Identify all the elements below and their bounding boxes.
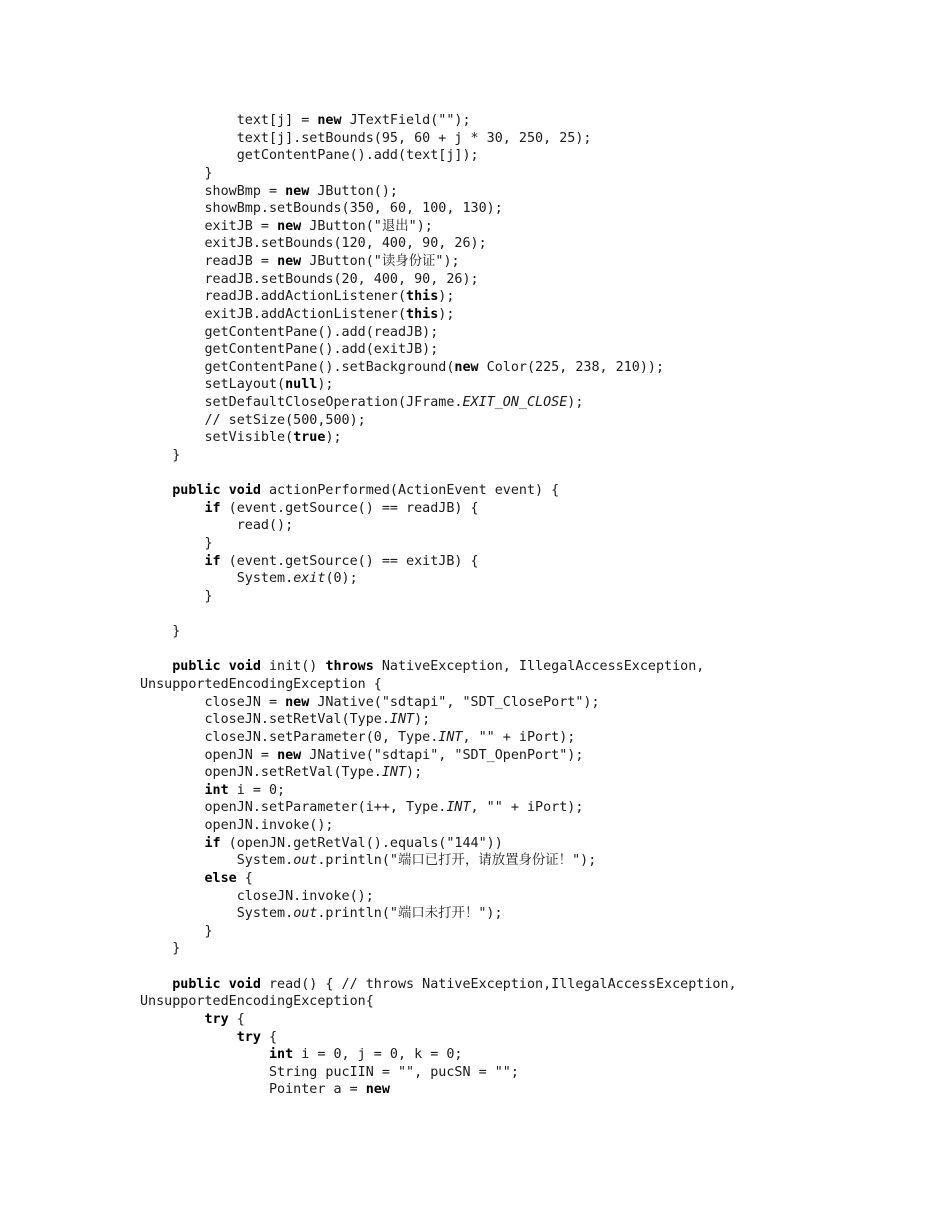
code-text: (openJN.getRetVal().equals("144")) (220, 835, 503, 851)
code-text (140, 1030, 237, 1045)
code-line (140, 905, 737, 923)
code-line (140, 271, 737, 289)
code-text: ); (438, 289, 455, 305)
code-text: String pucIIN = "", pucSN = ""; (140, 1064, 519, 1080)
code-line (140, 799, 737, 817)
code-line (140, 976, 737, 994)
code-text (221, 977, 229, 992)
code-line (140, 218, 737, 236)
code-keyword: try (236, 1029, 261, 1045)
code-line (140, 835, 737, 853)
code-keyword: public (172, 976, 221, 992)
code-text: setLayout( (140, 377, 286, 393)
code-text: text[j] = (140, 113, 318, 128)
code-text: i = 0, j = 0, k = 0; (293, 1047, 463, 1063)
code-line (140, 394, 737, 412)
code-keyword: public (172, 483, 221, 499)
code-line (140, 870, 737, 888)
code-line (140, 359, 737, 377)
code-text: { (228, 1011, 245, 1027)
code-line (140, 606, 737, 624)
code-static-member: out (293, 906, 318, 922)
code-keyword: this (406, 289, 439, 305)
code-line (140, 465, 737, 483)
code-keyword: new (277, 254, 302, 269)
code-keyword: void (228, 483, 261, 499)
code-keyword: this (406, 306, 439, 322)
code-text (140, 1012, 205, 1027)
code-text: setDefaultCloseOperation(JFrame. (140, 395, 463, 410)
code-keyword: new (285, 183, 310, 199)
code-text (221, 483, 229, 498)
code-keyword: new (365, 1082, 390, 1098)
code-text (140, 554, 205, 569)
code-text (140, 977, 172, 992)
code-text: ); (325, 430, 342, 446)
code-text: closeJN = (140, 694, 286, 710)
code-text: ); (414, 712, 431, 728)
code-text: { (260, 1029, 278, 1045)
code-listing (140, 112, 737, 1099)
code-text: , "" + iPort); (462, 729, 576, 745)
code-text: } (140, 624, 181, 640)
code-line (140, 623, 737, 641)
code-text: openJN.setParameter(i++, Type. (140, 800, 447, 816)
code-line (140, 306, 737, 324)
code-text: JButton("读身份证"); (301, 254, 460, 269)
code-text: UnsupportedEncodingException{ (140, 994, 374, 1010)
code-text: text[j].setBounds(95, 60 + j * 30, 250, 25); (140, 130, 592, 146)
code-keyword: try (204, 1011, 229, 1027)
code-line (140, 376, 737, 394)
code-text: readJB.addActionListener( (140, 289, 407, 305)
code-line (140, 958, 737, 976)
code-static-member: INT (446, 800, 471, 816)
code-keyword: throws (325, 659, 374, 675)
code-line (140, 1081, 737, 1099)
code-keyword: new (317, 113, 342, 128)
code-text: } (140, 941, 181, 957)
code-line (140, 535, 737, 553)
code-line (140, 112, 737, 130)
code-text: openJN.invoke(); (140, 818, 334, 833)
code-text: ); (567, 395, 584, 410)
code-keyword: new (277, 747, 302, 763)
code-text: Color(225, 238, 210)); (478, 359, 665, 375)
code-text: ); (438, 306, 455, 322)
code-text (221, 659, 229, 674)
code-text: } (140, 536, 213, 551)
code-line (140, 658, 737, 676)
code-text: read(); (140, 518, 294, 534)
code-line (140, 147, 737, 165)
code-text: closeJN.setParameter(0, Type. (140, 729, 439, 745)
code-text: closeJN.setRetVal(Type. (140, 712, 390, 728)
code-text: } (140, 165, 213, 181)
code-text: .println("端口已打开，请放置身份证！"); (317, 853, 597, 869)
code-text (140, 501, 205, 516)
code-text: Pointer a = (140, 1082, 366, 1098)
code-keyword: new (454, 359, 479, 375)
code-line (140, 165, 737, 183)
code-text: getContentPane().add(readJB); (140, 324, 439, 340)
code-line (140, 676, 737, 694)
code-static-member: INT (389, 712, 415, 728)
code-text: .println("端口未打开！"); (317, 906, 503, 922)
code-keyword: new (277, 218, 302, 234)
code-line (140, 200, 737, 218)
code-text (140, 871, 205, 886)
code-text: init() (260, 659, 326, 675)
code-text (140, 483, 172, 498)
code-text: closeJN.invoke(); (140, 888, 374, 904)
code-text: openJN.setRetVal(Type. (140, 765, 382, 781)
code-text: System. (140, 906, 294, 922)
code-line (140, 641, 737, 659)
code-keyword: else (204, 870, 237, 886)
code-line (140, 888, 737, 906)
code-static-member: EXIT_ON_CLOSE (462, 395, 568, 410)
code-text: ); (406, 765, 423, 781)
code-text: exitJB = (140, 218, 278, 234)
code-keyword: if (204, 553, 221, 569)
code-line (140, 482, 737, 500)
code-text: getContentPane().add(text[j]); (140, 148, 479, 164)
code-text (140, 659, 172, 674)
code-text: getContentPane().add(exitJB); (140, 342, 439, 358)
code-keyword: true (293, 430, 326, 446)
code-line (140, 993, 737, 1011)
code-text: i = 0; (228, 782, 286, 798)
code-keyword: new (285, 694, 310, 710)
code-text: JButton("退出"); (301, 218, 433, 234)
code-line (140, 588, 737, 606)
code-keyword: if (204, 835, 221, 851)
code-text: exitJB.addActionListener( (140, 306, 407, 322)
code-text: showBmp.setBounds(350, 60, 100, 130); (140, 201, 503, 217)
code-text: setVisible( (140, 430, 294, 446)
code-keyword: public (172, 659, 221, 675)
code-text: JNative("sdtapi", "SDT_OpenPort"); (301, 747, 584, 763)
code-text: } (140, 447, 181, 463)
code-line (140, 940, 737, 958)
code-line (140, 253, 737, 271)
code-line (140, 553, 737, 571)
code-line (140, 1064, 737, 1082)
code-line (140, 782, 737, 800)
code-static-member: INT (438, 729, 463, 745)
code-text: JButton(); (309, 183, 398, 199)
code-text: ); (317, 377, 334, 393)
code-line (140, 570, 737, 588)
code-text: actionPerformed(ActionEvent event) { (260, 483, 560, 499)
code-text: exitJB.setBounds(120, 400, 90, 26); (140, 236, 487, 252)
code-text (140, 1047, 269, 1062)
code-static-member: out (293, 853, 318, 869)
code-text: read() { // throws NativeException,IllegalAccessException, (260, 976, 737, 992)
code-line (140, 1011, 737, 1029)
code-line (140, 817, 737, 835)
code-keyword: void (228, 976, 261, 992)
code-line (140, 341, 737, 359)
code-text: (event.getSource() == readJB) { (220, 500, 479, 516)
code-line (140, 324, 737, 342)
code-text: showBmp = (140, 183, 286, 199)
code-static-member: INT (381, 765, 407, 781)
code-line (140, 1029, 737, 1047)
code-text: } (140, 588, 213, 604)
code-line (140, 729, 737, 747)
code-keyword: int (204, 782, 229, 798)
code-text: { (236, 870, 253, 886)
code-text: System. (140, 571, 294, 587)
code-line (140, 183, 737, 201)
code-text: } (140, 923, 213, 939)
code-static-member: exit (293, 571, 326, 587)
code-text: getContentPane().setBackground( (140, 359, 455, 375)
code-line (140, 517, 737, 535)
code-keyword: null (285, 377, 318, 393)
code-text (140, 783, 205, 798)
code-text: readJB.setBounds(20, 400, 90, 26); (140, 271, 479, 287)
code-text: JTextField(""); (341, 113, 471, 128)
code-text: openJN = (140, 747, 278, 763)
code-line (140, 694, 737, 712)
code-keyword: void (228, 659, 261, 675)
code-text: JNative("sdtapi", "SDT_ClosePort"); (309, 694, 600, 710)
code-line (140, 500, 737, 518)
code-text: , "" + iPort); (470, 800, 584, 816)
code-text: (0); (325, 571, 358, 587)
code-line (140, 235, 737, 253)
code-text: UnsupportedEncodingException { (140, 677, 382, 692)
code-line (140, 764, 737, 782)
code-line (140, 130, 737, 148)
code-line (140, 412, 737, 430)
code-line (140, 447, 737, 465)
code-text (140, 836, 205, 851)
code-line (140, 711, 737, 729)
code-line (140, 747, 737, 765)
code-line (140, 288, 737, 306)
code-line (140, 1046, 737, 1064)
code-text: // setSize(500,500); (140, 412, 366, 428)
code-text: readJB = (140, 254, 278, 269)
code-line (140, 923, 737, 941)
code-text: System. (140, 853, 294, 869)
code-text: (event.getSource() == exitJB) { (220, 553, 479, 569)
code-text: NativeException, IllegalAccessException, (373, 659, 705, 675)
code-keyword: int (269, 1047, 294, 1063)
code-keyword: if (204, 500, 221, 516)
code-line (140, 852, 737, 870)
code-line (140, 429, 737, 447)
